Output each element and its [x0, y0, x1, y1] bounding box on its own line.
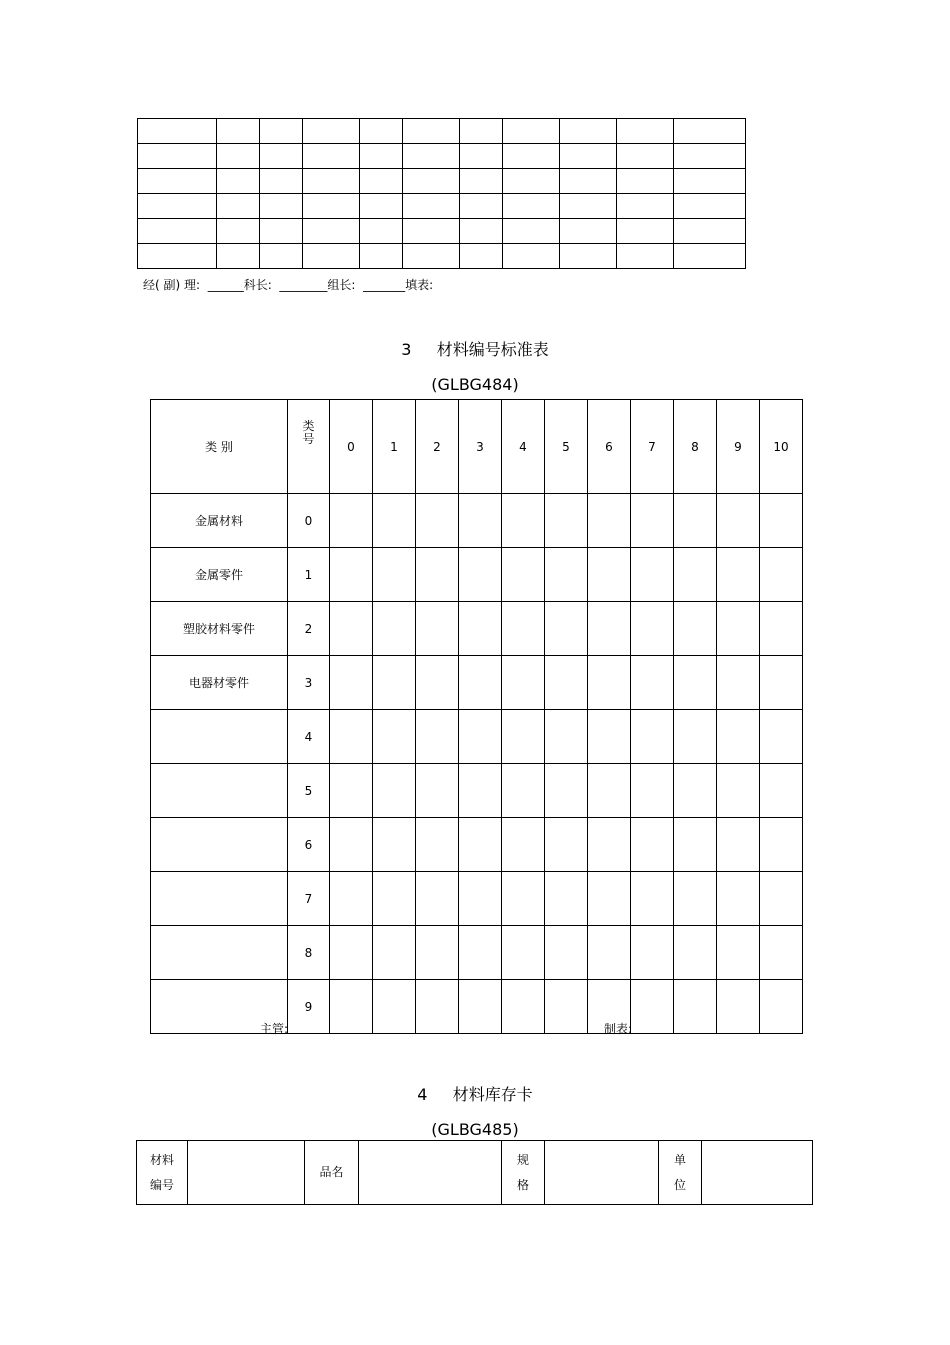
code-cell — [330, 980, 373, 1034]
code-cell — [330, 548, 373, 602]
top-table-cell — [360, 244, 403, 269]
header-digit: 3 — [459, 400, 502, 494]
top-table-cell — [360, 219, 403, 244]
header-digit: 0 — [330, 400, 373, 494]
top-table-cell — [560, 244, 617, 269]
code-cell — [373, 980, 416, 1034]
numbering-row — [151, 494, 803, 548]
header-digit: 9 — [717, 400, 760, 494]
code-cell — [545, 710, 588, 764]
code-cell — [760, 602, 803, 656]
row-category — [151, 818, 288, 872]
row-number: 4 — [288, 710, 330, 764]
code-cell — [545, 764, 588, 818]
code-cell — [416, 926, 459, 980]
numbering-row — [151, 710, 803, 764]
top-signature-line — [143, 276, 433, 293]
code-cell — [631, 872, 674, 926]
code-cell — [717, 656, 760, 710]
code-cell — [502, 980, 545, 1034]
top-table-cell — [617, 144, 674, 169]
code-cell — [760, 818, 803, 872]
code-cell — [760, 980, 803, 1034]
code-cell — [717, 710, 760, 764]
top-table-cell — [260, 144, 303, 169]
header-number-top: 类 — [302, 419, 315, 433]
code-cell — [373, 710, 416, 764]
stock-card-row — [137, 1141, 813, 1205]
row-category: 金属材料 — [151, 494, 288, 548]
code-cell — [674, 548, 717, 602]
code-cell — [459, 980, 502, 1034]
code-cell — [674, 494, 717, 548]
top-table-cell — [503, 219, 560, 244]
header-digit: 4 — [502, 400, 545, 494]
section-chief-label: 科长: — [243, 278, 272, 292]
top-table-cell — [617, 244, 674, 269]
top-table-row — [138, 144, 746, 169]
material-code-value — [188, 1141, 305, 1205]
top-table-cell — [138, 169, 217, 194]
unit-label: 单 位 — [659, 1141, 702, 1205]
header-digit: 5 — [545, 400, 588, 494]
top-table-cell — [217, 244, 260, 269]
numbering-row — [151, 548, 803, 602]
top-table-row — [138, 244, 746, 269]
header-number — [288, 400, 330, 494]
row-number: 3 — [288, 656, 330, 710]
code-cell — [674, 818, 717, 872]
top-table-row — [138, 119, 746, 144]
numbering-header-row — [151, 400, 803, 494]
row-category — [151, 764, 288, 818]
top-table-cell — [403, 169, 460, 194]
row-category: 电器材零件 — [151, 656, 288, 710]
top-table-cell — [217, 119, 260, 144]
section4-title: 4 材料库存卡 — [417, 1085, 533, 1104]
top-table-row — [138, 219, 746, 244]
code-cell — [416, 764, 459, 818]
code-cell — [373, 926, 416, 980]
material-numbering-table — [150, 399, 803, 1034]
code-cell — [416, 656, 459, 710]
row-category — [151, 872, 288, 926]
code-cell — [717, 548, 760, 602]
code-cell — [502, 548, 545, 602]
header-digit: 6 — [588, 400, 631, 494]
code-cell — [459, 494, 502, 548]
code-cell — [588, 818, 631, 872]
top-table-cell — [403, 119, 460, 144]
numbering-row — [151, 764, 803, 818]
top-table-cell — [403, 194, 460, 219]
code-cell — [588, 548, 631, 602]
supervisor-label: 主管: — [260, 1022, 289, 1036]
row-number: 9 — [288, 980, 330, 1034]
top-table-cell — [260, 119, 303, 144]
header-digit: 7 — [631, 400, 674, 494]
numbering-row — [151, 926, 803, 980]
top-table-cell — [303, 144, 360, 169]
code-cell — [631, 764, 674, 818]
code-cell — [545, 548, 588, 602]
numbering-table-body — [151, 400, 803, 1034]
code-cell — [416, 872, 459, 926]
code-cell — [717, 872, 760, 926]
code-cell — [760, 926, 803, 980]
maker-label: 制表: — [604, 1022, 633, 1036]
top-table-row — [138, 194, 746, 219]
top-table-cell — [403, 144, 460, 169]
code-cell — [330, 926, 373, 980]
code-cell — [502, 872, 545, 926]
row-category — [151, 710, 288, 764]
top-table-cell — [674, 194, 746, 219]
numbering-row — [151, 872, 803, 926]
code-cell — [545, 602, 588, 656]
numbering-row — [151, 980, 803, 1034]
numbering-row — [151, 602, 803, 656]
code-cell — [717, 926, 760, 980]
code-cell — [502, 602, 545, 656]
section3-title: 3 材料编号标准表 — [401, 340, 549, 359]
code-cell — [459, 926, 502, 980]
row-category: 塑胶材料零件 — [151, 602, 288, 656]
header-category: 类 别 — [151, 400, 288, 494]
code-cell — [760, 872, 803, 926]
header-number-bottom: 号 — [302, 432, 315, 446]
code-cell — [717, 764, 760, 818]
top-table-cell — [674, 244, 746, 269]
top-table-cell — [674, 119, 746, 144]
code-cell — [674, 872, 717, 926]
code-cell — [631, 548, 674, 602]
row-number: 7 — [288, 872, 330, 926]
top-table-cell — [560, 169, 617, 194]
top-blank-table — [137, 118, 746, 269]
top-table-cell — [403, 244, 460, 269]
code-cell — [588, 872, 631, 926]
code-cell — [330, 764, 373, 818]
top-table-cell — [617, 194, 674, 219]
code-cell — [373, 872, 416, 926]
section4-code: (GLBG485) — [431, 1120, 519, 1139]
code-cell — [330, 656, 373, 710]
header-digit: 8 — [674, 400, 717, 494]
code-cell — [588, 710, 631, 764]
top-table-cell — [617, 169, 674, 194]
code-cell — [545, 980, 588, 1034]
code-cell — [459, 818, 502, 872]
row-number: 1 — [288, 548, 330, 602]
code-cell — [416, 548, 459, 602]
filler-label: 填表: — [405, 278, 434, 292]
top-table-cell — [303, 119, 360, 144]
group-leader-blank: _______ — [363, 278, 406, 292]
row-number: 0 — [288, 494, 330, 548]
top-table-cell — [303, 194, 360, 219]
top-table-cell — [674, 219, 746, 244]
top-table-cell — [560, 144, 617, 169]
top-table-cell — [217, 194, 260, 219]
code-cell — [459, 656, 502, 710]
top-table-cell — [560, 194, 617, 219]
code-cell — [631, 494, 674, 548]
top-table-cell — [503, 119, 560, 144]
top-table-cell — [217, 144, 260, 169]
section-chief-blank: ________ — [279, 278, 328, 292]
code-cell — [760, 494, 803, 548]
code-cell — [760, 656, 803, 710]
top-table-cell — [260, 244, 303, 269]
top-table-cell — [138, 194, 217, 219]
code-cell — [502, 710, 545, 764]
top-table-cell — [138, 144, 217, 169]
code-cell — [373, 548, 416, 602]
top-table-cell — [460, 119, 503, 144]
top-table-cell — [460, 244, 503, 269]
code-cell — [459, 764, 502, 818]
row-number: 2 — [288, 602, 330, 656]
manager-blank: ______ — [207, 278, 244, 292]
top-table-cell — [303, 244, 360, 269]
code-cell — [502, 926, 545, 980]
product-name-label: 品名 — [305, 1141, 359, 1205]
code-cell — [459, 548, 502, 602]
top-table-cell — [303, 169, 360, 194]
top-table-cell — [360, 169, 403, 194]
top-table-cell — [674, 144, 746, 169]
code-cell — [502, 656, 545, 710]
top-table-cell — [360, 194, 403, 219]
code-cell — [588, 926, 631, 980]
top-table-cell — [503, 244, 560, 269]
code-cell — [545, 818, 588, 872]
code-cell — [416, 980, 459, 1034]
top-table-cell — [360, 119, 403, 144]
header-digit: 2 — [416, 400, 459, 494]
row-number: 5 — [288, 764, 330, 818]
row-category — [151, 926, 288, 980]
material-code-label: 材料 编号 — [137, 1141, 188, 1205]
row-category: 金属零件 — [151, 548, 288, 602]
code-cell — [588, 602, 631, 656]
code-cell — [588, 764, 631, 818]
code-cell — [416, 494, 459, 548]
top-table-cell — [217, 219, 260, 244]
code-cell — [373, 764, 416, 818]
top-table-cell — [360, 144, 403, 169]
top-table-cell — [460, 169, 503, 194]
code-cell — [588, 494, 631, 548]
code-cell — [631, 656, 674, 710]
code-cell — [373, 818, 416, 872]
top-table-cell — [460, 194, 503, 219]
top-table-cell — [138, 119, 217, 144]
section3-code: (GLBG484) — [431, 375, 519, 394]
top-table-cell — [617, 119, 674, 144]
numbering-row — [151, 818, 803, 872]
code-cell — [502, 764, 545, 818]
material-stock-card — [136, 1140, 813, 1205]
code-cell — [631, 602, 674, 656]
code-cell — [674, 656, 717, 710]
group-leader-label: 组长: — [327, 278, 356, 292]
top-table-cell — [217, 169, 260, 194]
code-cell — [330, 494, 373, 548]
code-cell — [545, 494, 588, 548]
unit-value — [702, 1141, 813, 1205]
top-table-cell — [617, 219, 674, 244]
top-table-cell — [560, 119, 617, 144]
code-cell — [674, 710, 717, 764]
top-table-cell — [260, 169, 303, 194]
top-table-body — [138, 119, 746, 269]
code-cell — [330, 602, 373, 656]
code-cell — [502, 818, 545, 872]
code-cell — [545, 926, 588, 980]
numbering-row — [151, 656, 803, 710]
code-cell — [760, 764, 803, 818]
code-cell — [373, 602, 416, 656]
row-number: 6 — [288, 818, 330, 872]
row-number: 8 — [288, 926, 330, 980]
code-cell — [373, 494, 416, 548]
top-table-cell — [674, 169, 746, 194]
top-table-cell — [503, 144, 560, 169]
code-cell — [760, 710, 803, 764]
code-cell — [717, 494, 760, 548]
top-table-cell — [260, 194, 303, 219]
code-cell — [674, 602, 717, 656]
code-cell — [717, 818, 760, 872]
code-cell — [459, 872, 502, 926]
code-cell — [760, 548, 803, 602]
code-cell — [502, 494, 545, 548]
code-cell — [717, 980, 760, 1034]
manager-label: 经( 副) 理: — [143, 278, 201, 292]
header-digit: 10 — [760, 400, 803, 494]
top-table-cell — [503, 169, 560, 194]
top-table-cell — [303, 219, 360, 244]
top-table-row — [138, 169, 746, 194]
product-name-value — [359, 1141, 502, 1205]
top-table-cell — [403, 219, 460, 244]
code-cell — [330, 818, 373, 872]
spec-value — [545, 1141, 659, 1205]
code-cell — [459, 602, 502, 656]
code-cell — [588, 656, 631, 710]
code-cell — [416, 602, 459, 656]
code-cell — [545, 872, 588, 926]
top-table-cell — [560, 219, 617, 244]
top-table-cell — [138, 219, 217, 244]
code-cell — [674, 926, 717, 980]
code-cell — [459, 710, 502, 764]
code-cell — [416, 818, 459, 872]
spec-label: 规 格 — [502, 1141, 545, 1205]
code-cell — [416, 710, 459, 764]
top-table-cell — [460, 144, 503, 169]
code-cell — [674, 980, 717, 1034]
header-digit: 1 — [373, 400, 416, 494]
code-cell — [717, 602, 760, 656]
code-cell — [330, 710, 373, 764]
top-table-cell — [260, 219, 303, 244]
code-cell — [631, 710, 674, 764]
code-cell — [631, 980, 674, 1034]
top-table-cell — [460, 219, 503, 244]
code-cell — [373, 656, 416, 710]
top-table-cell — [138, 244, 217, 269]
code-cell — [674, 764, 717, 818]
code-cell — [545, 656, 588, 710]
top-table-cell — [503, 194, 560, 219]
code-cell — [330, 872, 373, 926]
code-cell — [631, 818, 674, 872]
code-cell — [631, 926, 674, 980]
